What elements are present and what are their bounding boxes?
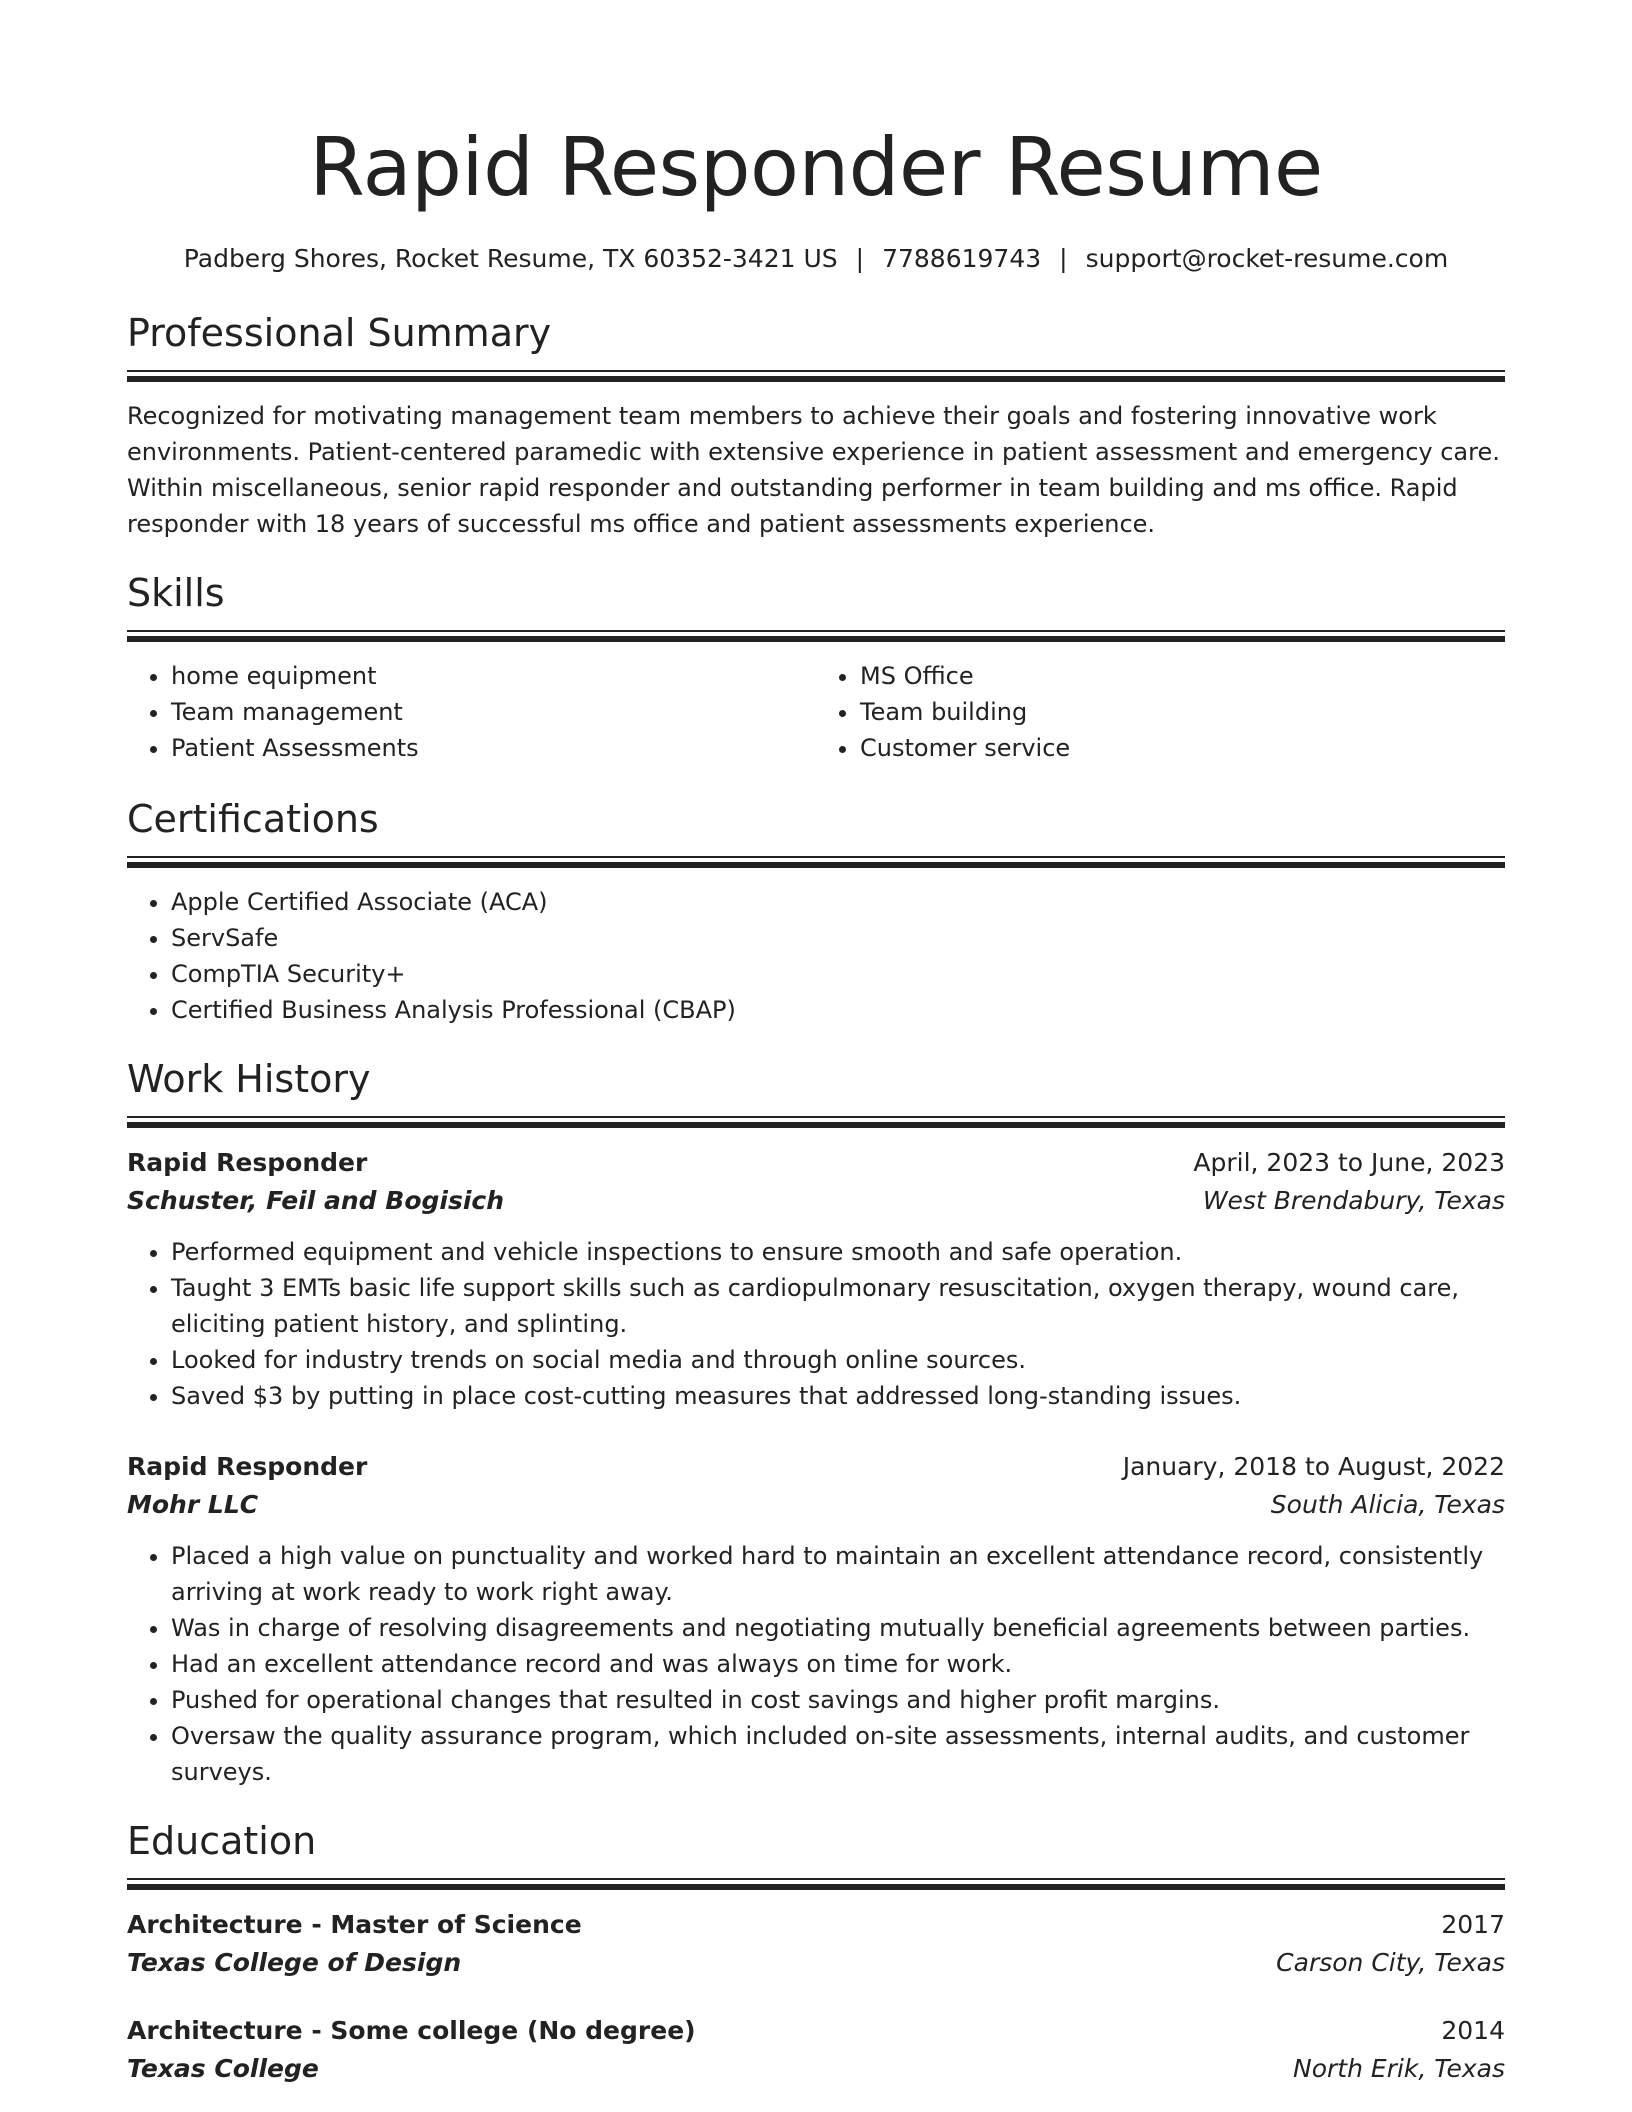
job-header — [127, 1144, 1505, 1182]
certifications-list — [127, 884, 1505, 1028]
skill-item: • Patient Assessments — [171, 730, 816, 766]
education-header — [127, 1906, 1505, 1944]
education-header — [127, 2012, 1505, 2050]
education-location: Carson City, Texas — [1276, 1948, 1505, 1977]
section-divider — [127, 630, 1505, 642]
job-dates: April, 2023 to June, 2023 — [1193, 1148, 1505, 1177]
job-bullet: • Looked for industry trends on social media and through online sources. — [171, 1342, 1505, 1378]
education-subheader — [127, 2050, 1505, 2088]
education-school: Texas College — [127, 2054, 319, 2083]
education-location: North Erik, Texas — [1293, 2054, 1505, 2083]
job-bullet: • Oversaw the quality assurance program, which included on-site assessments, internal audits, and customer surveys. — [171, 1718, 1505, 1790]
contact-separator: | — [855, 244, 865, 273]
skill-item: • Team building — [860, 694, 1505, 730]
section-divider — [127, 856, 1505, 868]
summary-section — [127, 310, 1505, 542]
skill-item: • MS Office — [860, 658, 1505, 694]
section-divider — [127, 370, 1505, 382]
job-bullet: • Was in charge of resolving disagreements and negotiating mutually beneficial agreements between parties. — [171, 1610, 1505, 1646]
certifications-section — [127, 796, 1505, 1028]
job-bullet: • Placed a high value on punctuality and worked hard to maintain an excellent attendance record, consistently arriving at work ready to work right away. — [171, 1538, 1505, 1610]
skills-grid — [127, 658, 1505, 766]
section-heading: Work History — [127, 1057, 371, 1101]
job-bullet: • Had an excellent attendance record and was always on time for work. — [171, 1646, 1505, 1682]
section-divider — [127, 1878, 1505, 1890]
job-bullet: • Performed equipment and vehicle inspections to ensure smooth and safe operation. — [171, 1234, 1505, 1270]
job-bullets — [127, 1234, 1505, 1414]
contact-line — [127, 242, 1505, 276]
skill-item: • Customer service — [860, 730, 1505, 766]
education-degree: Architecture - Some college (No degree) — [127, 2016, 696, 2045]
skill-item: • Team management — [171, 694, 816, 730]
skills-list-left — [127, 658, 816, 766]
job-bullet: • Pushed for operational changes that resulted in cost savings and higher profit margins. — [171, 1682, 1505, 1718]
work-section — [127, 1056, 1505, 1790]
resume-title: Rapid Responder Resume — [309, 121, 1323, 214]
job-header — [127, 1448, 1505, 1486]
certification-item: • ServSafe — [171, 920, 1505, 956]
job-location: South Alicia, Texas — [1270, 1490, 1505, 1519]
skill-item: • home equipment — [171, 658, 816, 694]
skills-list-right — [816, 658, 1505, 766]
job-title: Rapid Responder — [127, 1452, 368, 1481]
job-entry — [127, 1144, 1505, 1414]
education-year: 2014 — [1441, 2016, 1505, 2045]
contact-email: support@rocket-resume.com — [1085, 244, 1449, 273]
section-heading: Professional Summary — [127, 311, 552, 355]
section-divider — [127, 1116, 1505, 1128]
job-subheader — [127, 1182, 1505, 1220]
certification-item: • Apple Certified Associate (ACA) — [171, 884, 1505, 920]
job-subheader — [127, 1486, 1505, 1524]
job-bullets — [127, 1538, 1505, 1790]
contact-phone: 7788619743 — [882, 244, 1042, 273]
education-entry — [127, 1906, 1505, 1982]
section-heading: Education — [127, 1819, 317, 1863]
section-heading: Certifications — [127, 797, 379, 841]
education-entry — [127, 2012, 1505, 2088]
job-company: Schuster, Feil and Bogisich — [127, 1186, 505, 1215]
job-bullet: • Saved $3 by putting in place cost-cutting measures that addressed long-standing issues. — [171, 1378, 1505, 1414]
job-dates: January, 2018 to August, 2022 — [1122, 1452, 1505, 1481]
summary-text: Recognized for motivating management team members to achieve their goals and fostering innovative work environments. Patient-centered paramedic with extensive experience in patient assessment and emergency care. Within miscellaneous, senior rapid responder and outstanding performer in team building and ms office. Rapid responder with 18 years of successful ms office and patient assessments experience. — [127, 402, 1500, 538]
education-school: Texas College of Design — [127, 1948, 462, 1977]
education-subheader — [127, 1944, 1505, 1982]
education-section — [127, 1818, 1505, 2088]
section-heading: Skills — [127, 571, 225, 615]
education-year: 2017 — [1441, 1910, 1505, 1939]
job-entry — [127, 1448, 1505, 1790]
contact-separator: | — [1059, 244, 1068, 273]
job-location: West Brendabury, Texas — [1202, 1186, 1505, 1215]
skills-section — [127, 570, 1505, 766]
certification-item: • Certified Business Analysis Professional (CBAP) — [171, 992, 1505, 1028]
job-company: Mohr LLC — [127, 1490, 259, 1519]
certification-item: • CompTIA Security+ — [171, 956, 1505, 992]
education-degree: Architecture - Master of Science — [127, 1910, 582, 1939]
contact-address: Padberg Shores, Rocket Resume, TX 60352-3421 US — [183, 244, 838, 273]
job-title: Rapid Responder — [127, 1148, 368, 1177]
job-bullet: • Taught 3 EMTs basic life support skills such as cardiopulmonary resuscitation, oxygen therapy, wound care, eliciting patient history, and splinting. — [171, 1270, 1505, 1342]
